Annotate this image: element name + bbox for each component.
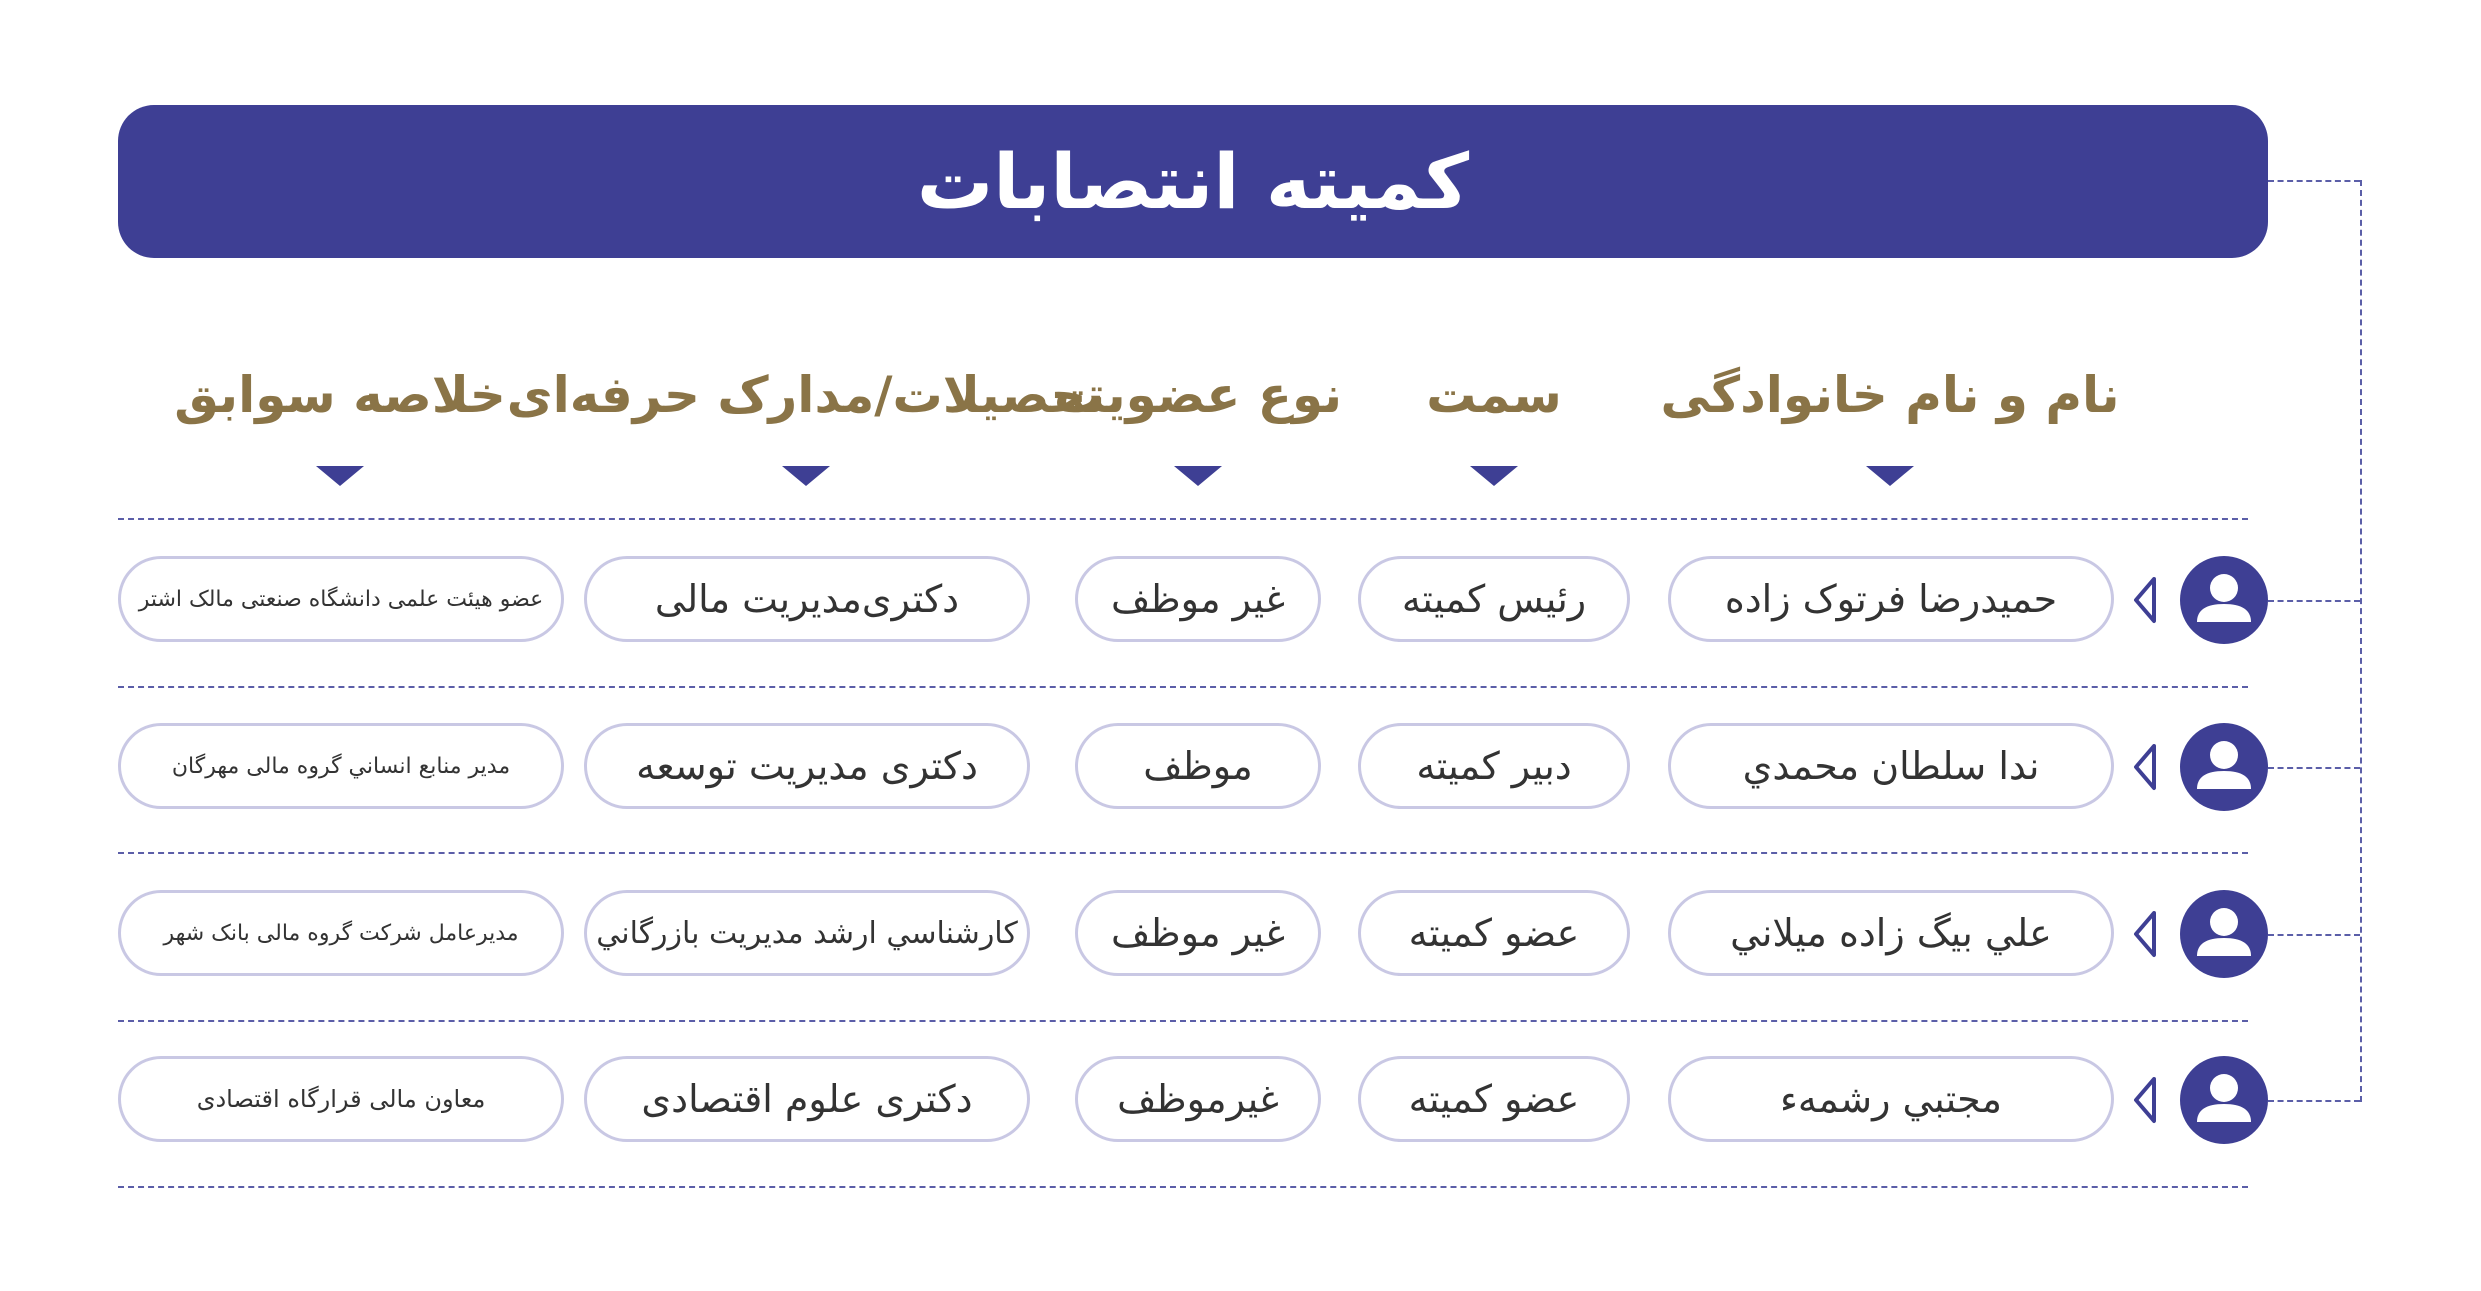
header-background: خلاصه سوابق bbox=[174, 366, 506, 424]
membership-cell: غیر موظف bbox=[1075, 556, 1321, 642]
name-cell: مجتبي رشمه‌ء bbox=[1668, 1056, 2114, 1142]
education-cell: کارشناسي ارشد مدیریت بازرگاني bbox=[584, 890, 1030, 976]
header-position-arrow-icon bbox=[1470, 466, 1518, 486]
row-connector bbox=[2268, 934, 2360, 936]
education-cell: دکتری مدیریت توسعه bbox=[584, 723, 1030, 809]
position-cell: عضو کمیته bbox=[1358, 1056, 1630, 1142]
name-cell: حمیدرضا فرتوک زاده bbox=[1668, 556, 2114, 642]
row-divider bbox=[118, 1186, 2248, 1188]
user-icon bbox=[2180, 723, 2268, 811]
row-connector bbox=[2268, 767, 2360, 769]
background-cell: عضو هیئت علمی دانشگاه صنعتی مالک اشتر bbox=[118, 556, 564, 642]
page-title-banner bbox=[118, 105, 2268, 258]
education-cell: دکتری‌مدیریت مالی bbox=[584, 556, 1030, 642]
row-divider bbox=[118, 1020, 2248, 1022]
education-cell: دکتری علوم اقتصادی bbox=[584, 1056, 1030, 1142]
background-cell: معاون مالی قرارگاه اقتصادی bbox=[118, 1056, 564, 1142]
background-cell: مدیرعامل شرکت گروه مالی بانک شهر bbox=[118, 890, 564, 976]
header-education-arrow-icon bbox=[782, 466, 830, 486]
row-connector bbox=[2268, 600, 2360, 602]
header-position: سمت bbox=[1426, 366, 1562, 424]
membership-cell: غیرموظف bbox=[1075, 1056, 1321, 1142]
position-cell: دبیر کمیته bbox=[1358, 723, 1630, 809]
chevron-left-icon bbox=[2130, 575, 2160, 625]
row-divider bbox=[118, 518, 2248, 520]
chevron-left-icon bbox=[2130, 909, 2160, 959]
position-cell: عضو کمیته bbox=[1358, 890, 1630, 976]
row-connector bbox=[2268, 1100, 2360, 1102]
vertical-connector bbox=[2360, 180, 2362, 1102]
header-education: تحصیلات/مدارک حرفه‌ای bbox=[506, 366, 1106, 424]
name-cell: علي بیگ زاده میلاني bbox=[1668, 890, 2114, 976]
header-background-arrow-icon bbox=[316, 466, 364, 486]
position-cell: رئیس کمیته bbox=[1358, 556, 1630, 642]
header-membership: نوع عضویت bbox=[1053, 366, 1343, 424]
name-cell: ندا سلطان محمدي bbox=[1668, 723, 2114, 809]
membership-cell: غیر موظف bbox=[1075, 890, 1321, 976]
header-membership-arrow-icon bbox=[1174, 466, 1222, 486]
row-divider bbox=[118, 852, 2248, 854]
header-name-arrow-icon bbox=[1866, 466, 1914, 486]
chevron-left-icon bbox=[2130, 742, 2160, 792]
row-divider bbox=[118, 686, 2248, 688]
user-icon bbox=[2180, 890, 2268, 978]
chevron-left-icon bbox=[2130, 1075, 2160, 1125]
header-name: نام و نام خانوادگی bbox=[1660, 366, 2120, 424]
page-title: کمیته انتصابات bbox=[916, 137, 1470, 226]
background-cell: مدیر منابع انساني گروه مالی مهرگان bbox=[118, 723, 564, 809]
banner-connector bbox=[2268, 180, 2360, 182]
user-icon bbox=[2180, 1056, 2268, 1144]
membership-cell: موظف bbox=[1075, 723, 1321, 809]
user-icon bbox=[2180, 556, 2268, 644]
